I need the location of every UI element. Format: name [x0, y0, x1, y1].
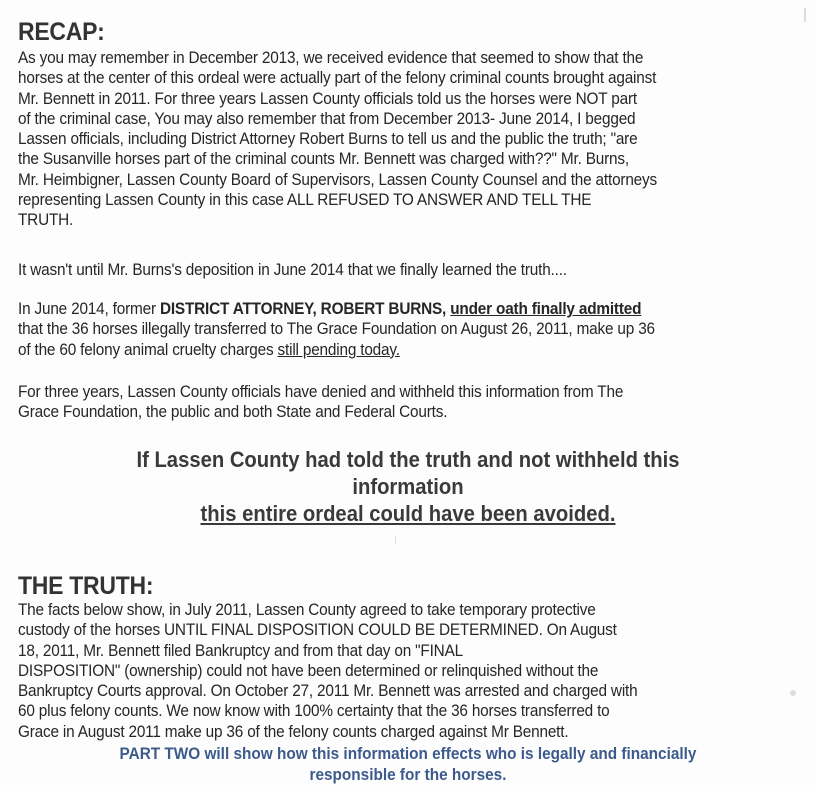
- part-two-line: PART TWO will show how this information effects who is legally and financially: [119, 745, 697, 763]
- text-line: The facts below show, in July 2011, Lassen County agreed to take temporary protective: [18, 601, 596, 619]
- callout-underline: this entire ordeal could have been avoided.: [200, 501, 616, 526]
- text-line: horses at the center of this ordeal were actually part of the felony criminal counts brought against: [18, 69, 657, 88]
- recap-paragraph-1: [18, 48, 762, 231]
- da-name-bold: DISTRICT ATTORNEY, ROBERT BURNS,: [159, 300, 447, 318]
- pending-underline: still pending today.: [277, 340, 400, 359]
- text-line: DISPOSITION" (ownership) could not have been determined or relinquished without the: [18, 661, 599, 680]
- text-line: 60 plus felony counts. We now know with 100% certainty that the 36 horses transferred to: [18, 702, 610, 721]
- callout-statement: [0, 446, 816, 527]
- text-line: As you may remember in December 2013, we received evidence that seemed to show that the: [18, 49, 644, 67]
- text-line: TRUTH.: [18, 211, 74, 230]
- admitted-underline: under oath finally admitted: [450, 300, 642, 318]
- text-line: Mr. Heimbigner, Lassen County Board of Supervisors, Lassen County Counsel and the attorneys: [18, 170, 658, 189]
- text-line: representing Lassen County in this case ALL REFUSED TO ANSWER AND TELL THE: [18, 191, 592, 210]
- text-line: custody of the horses UNTIL FINAL DISPOSITION COULD BE DETERMINED. On August: [18, 621, 617, 640]
- text-line: For three years, Lassen County officials have denied and withheld this information from The: [18, 383, 624, 401]
- callout-line: If Lassen County had told the truth and not withheld this: [136, 447, 680, 472]
- truth-heading: THE TRUTH:: [18, 572, 154, 600]
- text-line: It wasn't until Mr. Burns's deposition in June 2014 that we finally learned the truth....: [18, 261, 567, 279]
- part-two-line: responsible for the horses.: [309, 766, 507, 784]
- text-line: [18, 299, 762, 319]
- text-line: Bankruptcy Courts approval. On October 27, 2011 Mr. Bennett was arrested and charged with: [18, 682, 638, 701]
- text-line: of the criminal case, You may also remember that from December 2013- June 2014, I begged: [18, 109, 636, 128]
- text-line: 18, 2011, Mr. Bennett filed Bankruptcy and from that day on "FINAL: [18, 641, 463, 660]
- truth-paragraph: [18, 600, 762, 742]
- text-line: the Susanville horses part of the criminal counts Mr. Bennett was charged with??" Mr. Burns,: [18, 150, 629, 169]
- text-span: of the 60 felony animal cruelty charges: [18, 340, 278, 359]
- recap-paragraph-3: [18, 299, 762, 360]
- text-span: In June 2014, former: [18, 300, 160, 318]
- text-line: [18, 340, 762, 360]
- text-line: Mr. Bennett in 2011. For three years Lassen County officials told us the horses were NOT part: [18, 89, 638, 108]
- recap-paragraph-2: [18, 260, 762, 280]
- text-line: Lassen officials, including District Attorney Robert Burns to tell us and the public the truth; "are: [18, 130, 638, 149]
- recap-paragraph-4: [18, 382, 762, 423]
- text-line: Grace Foundation, the public and both State and Federal Courts.: [18, 403, 448, 422]
- scan-speck: [790, 690, 796, 696]
- scan-speck: [395, 536, 396, 544]
- callout-line: [33, 500, 784, 527]
- scan-speck: [804, 8, 806, 22]
- recap-heading: RECAP:: [18, 18, 105, 46]
- callout-line: information: [352, 474, 464, 499]
- text-line: that the 36 horses illegally transferred to The Grace Foundation on August 26, 2011, make up 36: [18, 320, 655, 339]
- part-two-note: [0, 744, 816, 786]
- text-line: Grace in August 2011 make up 36 of the felony counts charged against Mr Bennett.: [18, 722, 569, 741]
